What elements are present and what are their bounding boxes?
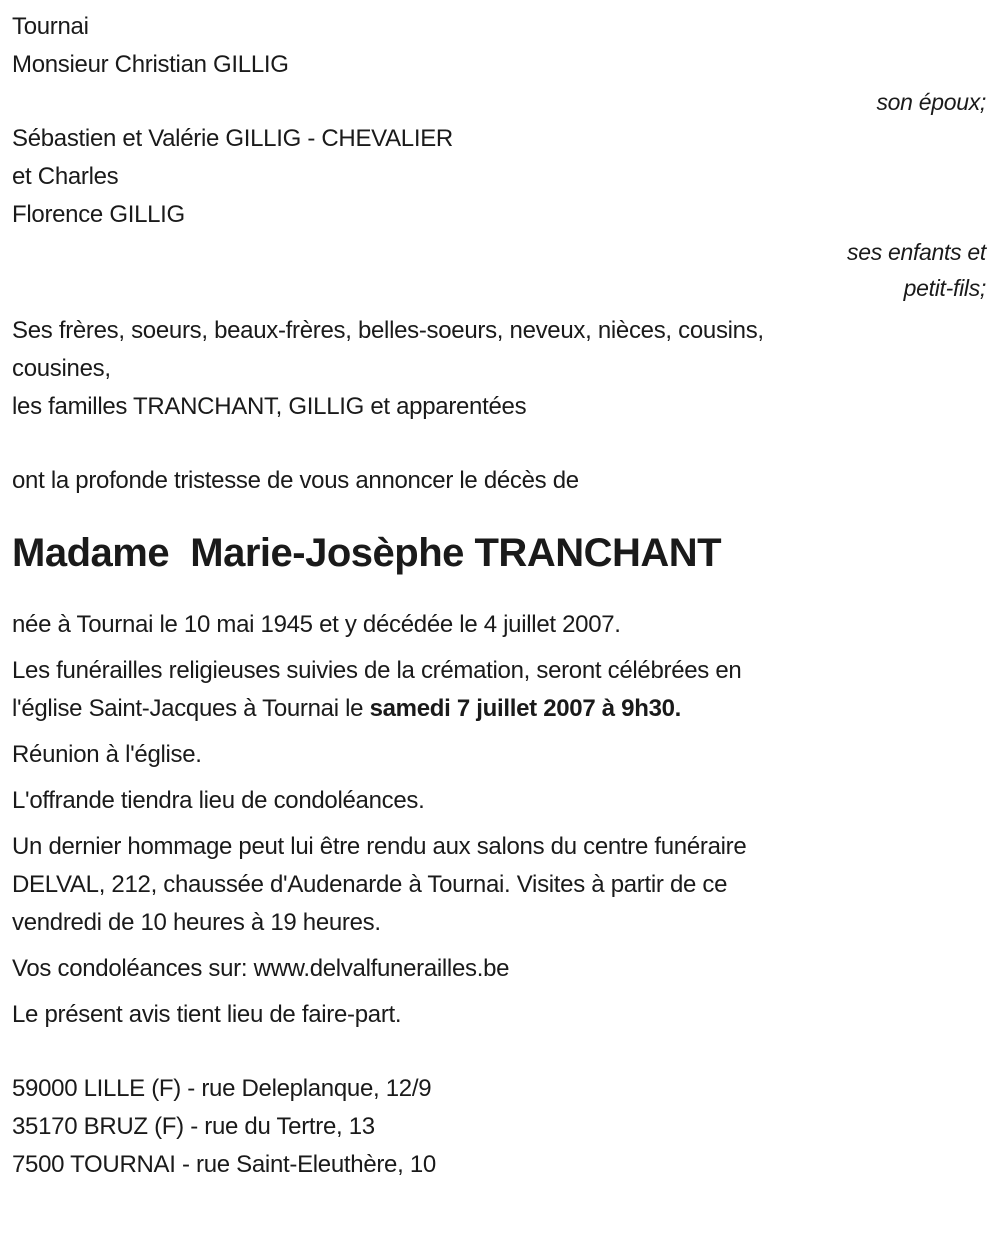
funeral-line1: Les funérailles religieuses suivies de la crémation, seront célébrées en	[12, 657, 742, 684]
children-names-line1: Sébastien et Valérie GILLIG - CHEVALIER	[12, 125, 453, 152]
city-line: Tournai	[12, 13, 89, 40]
tribute-line3: vendredi de 10 heures à 19 heures.	[12, 909, 381, 936]
condolences-paragraph	[12, 950, 986, 988]
address-lille: 59000 LILLE (F) - rue Deleplanque, 12/9	[12, 1075, 432, 1102]
children-names-line2: et Charles	[12, 163, 119, 190]
family-header	[12, 8, 986, 306]
children-names-line3: Florence GILLIG	[12, 201, 185, 228]
address-bruz: 35170 BRUZ (F) - rue du Tertre, 13	[12, 1113, 375, 1140]
notice-line: Le présent avis tient lieu de faire-part.	[12, 1001, 402, 1028]
relatives-line2: cousines,	[12, 355, 111, 382]
children-relation-line1: ses enfants et	[847, 239, 986, 265]
relatives-line3: les familles TRANCHANT, GILLIG et apparentées	[12, 393, 527, 420]
deceased-name-title: Madame Marie-Josèphe TRANCHANT	[12, 531, 722, 575]
notice-paragraph	[12, 996, 986, 1034]
condolences-line	[12, 950, 986, 988]
tribute-paragraph	[12, 828, 986, 942]
offering-line: L'offrande tiendra lieu de condoléances.	[12, 787, 425, 814]
condolences-url: www.delvalfunerailles.be	[253, 955, 510, 982]
funeral-line2-text: l'église Saint-Jacques à Tournai le	[12, 695, 370, 722]
funeral-paragraph	[12, 652, 986, 728]
funeral-details	[12, 606, 986, 1034]
offering-paragraph	[12, 782, 986, 820]
condolences-label: Vos condoléances sur:	[12, 955, 254, 982]
children-relation-line2: petit-fils;	[903, 275, 986, 301]
tribute-line1: Un dernier hommage peut lui être rendu aux salons du centre funéraire	[12, 833, 747, 860]
funeral-line2	[12, 690, 986, 728]
addresses-block	[12, 1070, 986, 1184]
funeral-date-time: samedi 7 juillet 2007 à 9h30.	[369, 695, 682, 722]
spouse-relation: son époux;	[876, 89, 986, 115]
relatives-block	[12, 312, 986, 426]
meeting-line: Réunion à l'église.	[12, 741, 202, 768]
spouse-name: Monsieur Christian GILLIG	[12, 51, 289, 78]
tribute-line2: DELVAL, 212, chaussée d'Audenarde à Tournai. Visites à partir de ce	[12, 871, 728, 898]
relatives-line1: Ses frères, soeurs, beaux-frères, belles-soeurs, neveux, nièces, cousins,	[12, 317, 764, 344]
announcement-intro: ont la profonde tristesse de vous annoncer le décès de	[12, 467, 579, 494]
address-tournai: 7500 TOURNAI - rue Saint-Eleuthère, 10	[12, 1151, 436, 1178]
birth-death-line: née à Tournai le 10 mai 1945 et y décédée le 4 juillet 2007.	[12, 611, 621, 638]
birth-death-paragraph	[12, 606, 986, 644]
meeting-paragraph	[12, 736, 986, 774]
